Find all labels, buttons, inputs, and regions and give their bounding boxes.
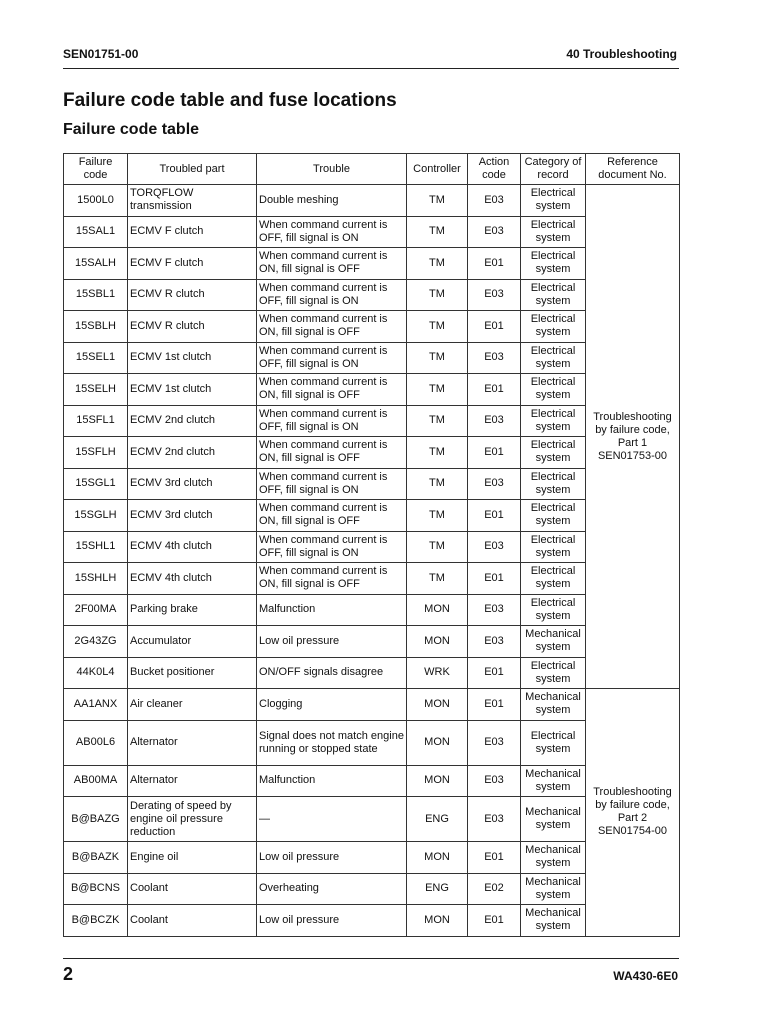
column-header: Reference document No. xyxy=(586,154,680,185)
troubled-part-cell: Coolant xyxy=(128,905,257,937)
trouble-cell: Malfunction xyxy=(257,765,407,797)
failure-code-cell: 15SELH xyxy=(64,374,128,406)
action-code-cell: E03 xyxy=(468,797,521,842)
column-header: Action code xyxy=(468,154,521,185)
trouble-cell: When command current is ON, fill signal is OFF xyxy=(257,311,407,343)
troubled-part-cell: ECMV F clutch xyxy=(128,216,257,248)
trouble-cell: When command current is ON, fill signal is OFF xyxy=(257,248,407,280)
failure-code-cell: 15SFLH xyxy=(64,437,128,469)
failure-code-cell: B@BAZG xyxy=(64,797,128,842)
controller-cell: MON xyxy=(407,689,468,721)
model-code: WA430-6E0 xyxy=(613,969,678,983)
controller-cell: MON xyxy=(407,842,468,874)
controller-cell: MON xyxy=(407,905,468,937)
table-header-row xyxy=(64,154,680,185)
troubled-part-cell: Alternator xyxy=(128,720,257,765)
troubled-part-cell: Bucket positioner xyxy=(128,657,257,689)
troubled-part-cell: ECMV R clutch xyxy=(128,279,257,311)
failure-code-cell: AA1ANX xyxy=(64,689,128,721)
trouble-cell: Low oil pressure xyxy=(257,905,407,937)
trouble-cell: When command current is ON, fill signal is OFF xyxy=(257,500,407,532)
category-cell: Electrical system xyxy=(521,342,586,374)
troubled-part-cell: ECMV 3rd clutch xyxy=(128,500,257,532)
failure-code-cell: B@BAZK xyxy=(64,842,128,874)
controller-cell: TM xyxy=(407,216,468,248)
trouble-cell: When command current is OFF, fill signal is ON xyxy=(257,468,407,500)
failure-code-cell: AB00L6 xyxy=(64,720,128,765)
action-code-cell: E01 xyxy=(468,905,521,937)
failure-code-table xyxy=(63,153,680,937)
category-cell: Electrical system xyxy=(521,405,586,437)
failure-code-cell: 15SGL1 xyxy=(64,468,128,500)
controller-cell: TM xyxy=(407,405,468,437)
controller-cell: TM xyxy=(407,185,468,217)
failure-code-cell: 2F00MA xyxy=(64,594,128,626)
controller-cell: TM xyxy=(407,279,468,311)
controller-cell: TM xyxy=(407,531,468,563)
controller-cell: ENG xyxy=(407,797,468,842)
category-cell: Electrical system xyxy=(521,594,586,626)
category-cell: Electrical system xyxy=(521,311,586,343)
controller-cell: ENG xyxy=(407,873,468,905)
action-code-cell: E01 xyxy=(468,437,521,469)
trouble-cell: ON/OFF signals disagree xyxy=(257,657,407,689)
trouble-cell: Clogging xyxy=(257,689,407,721)
table-title: Failure code table xyxy=(63,121,200,138)
action-code-cell: E01 xyxy=(468,842,521,874)
column-header: Troubled part xyxy=(128,154,257,185)
controller-cell: TM xyxy=(407,437,468,469)
table-row xyxy=(64,689,680,721)
category-cell: Mechanical system xyxy=(521,873,586,905)
category-cell: Mechanical system xyxy=(521,797,586,842)
failure-code-cell: B@BCZK xyxy=(64,905,128,937)
controller-cell: TM xyxy=(407,468,468,500)
action-code-cell: E03 xyxy=(468,216,521,248)
action-code-cell: E01 xyxy=(468,689,521,721)
column-header: Category of record xyxy=(521,154,586,185)
category-cell: Electrical system xyxy=(521,720,586,765)
category-cell: Electrical system xyxy=(521,563,586,595)
page-number: 2 xyxy=(63,964,74,984)
controller-cell: MON xyxy=(407,594,468,626)
failure-code-cell: 15SAL1 xyxy=(64,216,128,248)
category-cell: Electrical system xyxy=(521,437,586,469)
trouble-cell: Low oil pressure xyxy=(257,626,407,658)
troubled-part-cell: Parking brake xyxy=(128,594,257,626)
controller-cell: MON xyxy=(407,626,468,658)
trouble-cell: Double meshing xyxy=(257,185,407,217)
action-code-cell: E03 xyxy=(468,720,521,765)
category-cell: Mechanical system xyxy=(521,842,586,874)
troubled-part-cell: ECMV 2nd clutch xyxy=(128,437,257,469)
trouble-cell: When command current is OFF, fill signal is ON xyxy=(257,405,407,437)
trouble-cell: Overheating xyxy=(257,873,407,905)
trouble-cell: Signal does not match engine running or stopped state xyxy=(257,720,407,765)
failure-code-cell: 15SBLH xyxy=(64,311,128,343)
trouble-cell: When command current is ON, fill signal is OFF xyxy=(257,374,407,406)
failure-code-cell: 1500L0 xyxy=(64,185,128,217)
reference-document-cell: Troubleshooting by failure code, Part 1 SEN01753-00 xyxy=(586,185,680,689)
action-code-cell: E03 xyxy=(468,594,521,626)
footer-rule xyxy=(63,958,679,959)
action-code-cell: E01 xyxy=(468,563,521,595)
troubled-part-cell: Derating of speed by engine oil pressure reduction xyxy=(128,797,257,842)
reference-document-cell: Troubleshooting by failure code, Part 2 SEN01754-00 xyxy=(586,689,680,937)
failure-code-cell: 15SGLH xyxy=(64,500,128,532)
troubled-part-cell: ECMV 4th clutch xyxy=(128,531,257,563)
controller-cell: WRK xyxy=(407,657,468,689)
controller-cell: MON xyxy=(407,765,468,797)
header-rule xyxy=(63,68,679,69)
trouble-cell: Malfunction xyxy=(257,594,407,626)
category-cell: Mechanical system xyxy=(521,905,586,937)
troubled-part-cell: ECMV 4th clutch xyxy=(128,563,257,595)
trouble-cell: When command current is OFF, fill signal is ON xyxy=(257,279,407,311)
controller-cell: TM xyxy=(407,248,468,280)
category-cell: Electrical system xyxy=(521,279,586,311)
failure-code-cell: AB00MA xyxy=(64,765,128,797)
controller-cell: TM xyxy=(407,342,468,374)
troubled-part-cell: ECMV 1st clutch xyxy=(128,342,257,374)
action-code-cell: E03 xyxy=(468,531,521,563)
controller-cell: TM xyxy=(407,563,468,595)
category-cell: Electrical system xyxy=(521,657,586,689)
troubled-part-cell: ECMV 3rd clutch xyxy=(128,468,257,500)
category-cell: Electrical system xyxy=(521,531,586,563)
troubled-part-cell: TORQFLOW transmission xyxy=(128,185,257,217)
failure-code-cell: 15SEL1 xyxy=(64,342,128,374)
action-code-cell: E01 xyxy=(468,248,521,280)
action-code-cell: E01 xyxy=(468,500,521,532)
page-title: Failure code table and fuse locations xyxy=(63,90,397,111)
trouble-cell: When command current is OFF, fill signal is ON xyxy=(257,216,407,248)
category-cell: Mechanical system xyxy=(521,765,586,797)
trouble-cell: When command current is OFF, fill signal is ON xyxy=(257,342,407,374)
action-code-cell: E03 xyxy=(468,185,521,217)
troubled-part-cell: Alternator xyxy=(128,765,257,797)
document-code: SEN01751-00 xyxy=(63,47,139,61)
troubled-part-cell: Air cleaner xyxy=(128,689,257,721)
action-code-cell: E03 xyxy=(468,468,521,500)
failure-code-cell: 15SBL1 xyxy=(64,279,128,311)
action-code-cell: E02 xyxy=(468,873,521,905)
action-code-cell: E01 xyxy=(468,657,521,689)
trouble-cell: When command current is OFF, fill signal is ON xyxy=(257,531,407,563)
column-header: Controller xyxy=(407,154,468,185)
table-row xyxy=(64,185,680,217)
column-header: Failure code xyxy=(64,154,128,185)
category-cell: Electrical system xyxy=(521,248,586,280)
section-title: 40 Troubleshooting xyxy=(566,47,677,61)
controller-cell: TM xyxy=(407,374,468,406)
category-cell: Electrical system xyxy=(521,216,586,248)
category-cell: Electrical system xyxy=(521,500,586,532)
controller-cell: TM xyxy=(407,311,468,343)
troubled-part-cell: ECMV 2nd clutch xyxy=(128,405,257,437)
failure-code-cell: 2G43ZG xyxy=(64,626,128,658)
failure-code-cell: 44K0L4 xyxy=(64,657,128,689)
controller-cell: MON xyxy=(407,720,468,765)
category-cell: Electrical system xyxy=(521,185,586,217)
action-code-cell: E03 xyxy=(468,342,521,374)
category-cell: Electrical system xyxy=(521,374,586,406)
failure-code-cell: 15SHL1 xyxy=(64,531,128,563)
category-cell: Mechanical system xyxy=(521,689,586,721)
trouble-cell: Low oil pressure xyxy=(257,842,407,874)
troubled-part-cell: ECMV 1st clutch xyxy=(128,374,257,406)
failure-code-cell: B@BCNS xyxy=(64,873,128,905)
trouble-cell: — xyxy=(257,797,407,842)
action-code-cell: E01 xyxy=(468,374,521,406)
troubled-part-cell: Engine oil xyxy=(128,842,257,874)
action-code-cell: E03 xyxy=(468,765,521,797)
troubled-part-cell: Coolant xyxy=(128,873,257,905)
category-cell: Electrical system xyxy=(521,468,586,500)
troubled-part-cell: Accumulator xyxy=(128,626,257,658)
column-header: Trouble xyxy=(257,154,407,185)
action-code-cell: E03 xyxy=(468,279,521,311)
trouble-cell: When command current is ON, fill signal is OFF xyxy=(257,437,407,469)
action-code-cell: E03 xyxy=(468,626,521,658)
category-cell: Mechanical system xyxy=(521,626,586,658)
troubled-part-cell: ECMV R clutch xyxy=(128,311,257,343)
troubled-part-cell: ECMV F clutch xyxy=(128,248,257,280)
trouble-cell: When command current is ON, fill signal is OFF xyxy=(257,563,407,595)
controller-cell: TM xyxy=(407,500,468,532)
failure-code-cell: 15SFL1 xyxy=(64,405,128,437)
action-code-cell: E01 xyxy=(468,311,521,343)
action-code-cell: E03 xyxy=(468,405,521,437)
failure-code-cell: 15SHLH xyxy=(64,563,128,595)
failure-code-cell: 15SALH xyxy=(64,248,128,280)
